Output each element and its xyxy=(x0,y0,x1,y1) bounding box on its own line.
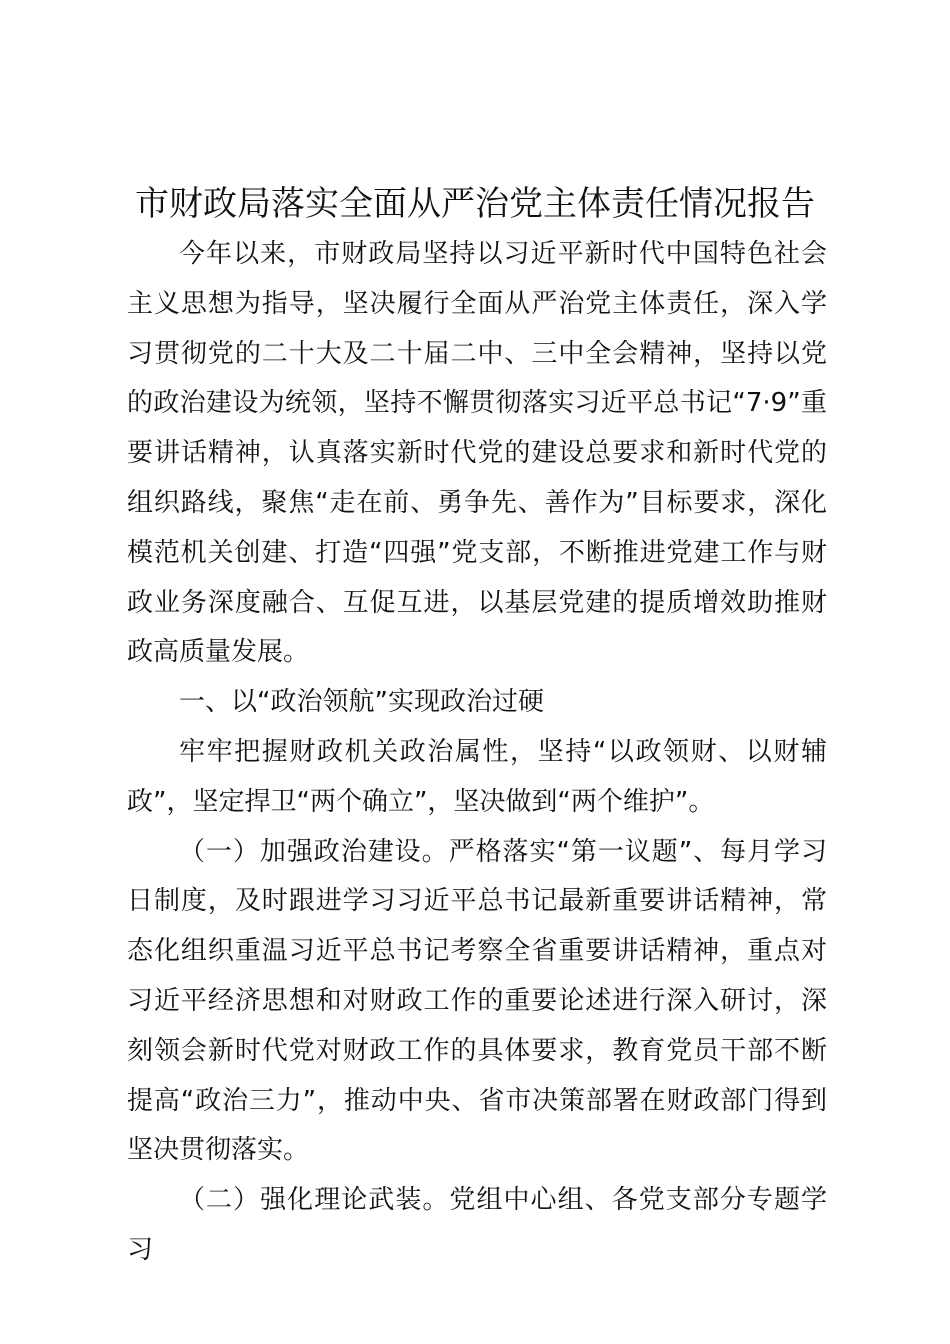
intro-paragraph: 今年以来，市财政局坚持以习近平新时代中国特色社会主义思想为指导，坚决履行全面从严治党主体责任，深入学习贯彻党的二十大及二十届二中、三中全会精神，坚持以党的政治建设为统领，坚持不懈贯彻落实习近平总书记“7·9”重要讲话精神，认真落实新时代党的建设总要求和新时代党的组织路线，聚焦“走在前、勇争先、善作为”目标要求，深化模范机关创建、打造“四强”党支部，不断推进党建工作与财政业务深度融合、互促互进，以基层党建的提质增效助推财政高质量发展。 xyxy=(127,239,827,668)
document-title: 市财政局落实全面从严治党主体责任情况报告 xyxy=(135,184,815,224)
section-heading-1: 一、以“政治领航”实现政治过硬 xyxy=(179,687,544,718)
item-2-paragraph: （二）强化理论武装。党组中心组、各党支部分专题学习 xyxy=(127,1185,827,1265)
item-1-paragraph: （一）加强政治建设。严格落实“第一议题”、每月学习日制度，及时跟进学习习近平总书记最新重要讲话精神，常态化组织重温习近平总书记考察全省重要讲话精神，重点对习近平经济思想和对财政工作的重要论述进行深入研讨，深刻领会新时代党对财政工作的具体要求，教育党员干部不断提高“政治三力”，推动中央、省市决策部署在财政部门得到坚决贯彻落实。 xyxy=(127,836,827,1166)
section-1-paragraph: 牢牢把握财政机关政治属性，坚持“以政领财、以财辅政”，坚定捍卫“两个确立”，坚决做到“两个维护”。 xyxy=(127,736,827,817)
document-body xyxy=(127,230,827,1276)
